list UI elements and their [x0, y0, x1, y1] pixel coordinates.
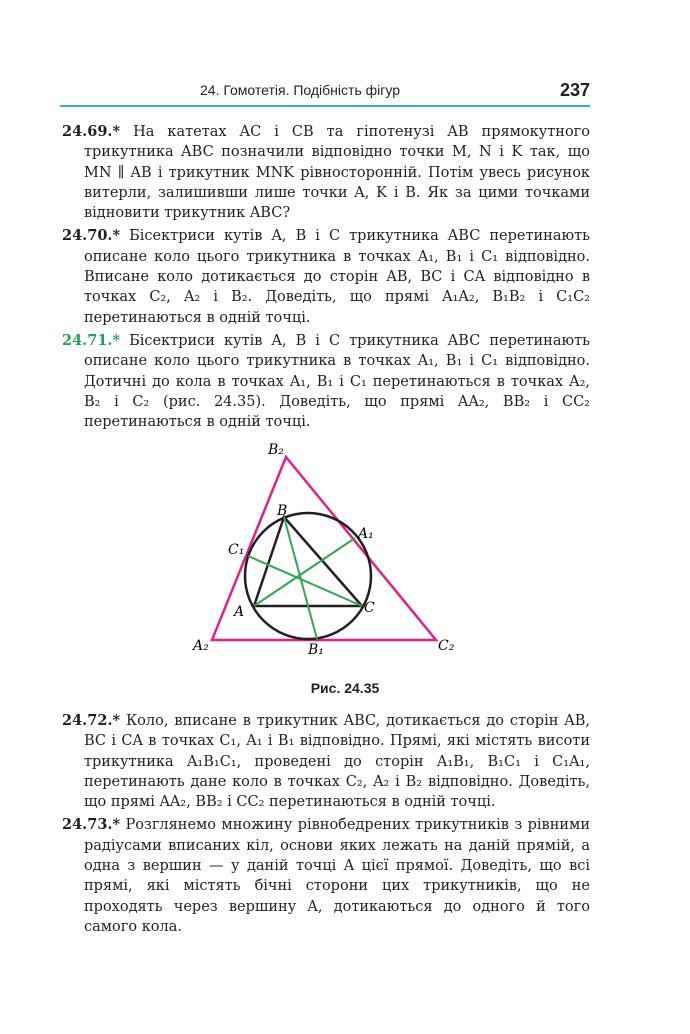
problem-24-70 — [62, 226, 590, 327]
problem-24-72 — [62, 711, 590, 812]
page-number: 237 — [559, 80, 590, 100]
problem-text: На катетах AC і CB та гіпотенузі AB прямокутного трикутника ABC позначили відповідно точки M, N і K так, що MN ∥ AB і трикутник MNK рівносторонній. Потім увесь рисунок витерли, залишивши лише точки A, K і B. Як за цими точками відновити трикутник ABC? — [84, 124, 590, 222]
problem-24-73 — [62, 815, 590, 937]
label-c: C — [364, 600, 375, 616]
problem-number: 24.72.* — [62, 712, 121, 729]
problem-text: Бісектриси кутів A, B і C трикутника ABC перетинають описане коло цього трикутника в точках A₁, B₁ і C₁ відповідно. Вписане коло дотикається до сторін AB, BC і CA відповідно в точках C₂, A₂ і B₂. Доведіть, що прямі A₁A₂, B₁B₂ і C₁C₂ перетинаються в одній точці. — [84, 228, 591, 326]
problem-text: Бісектриси кутів A, B і C трикутника ABC перетинають описане коло цього трикутника в точках A₁, B₁ і C₁ відповідно. Дотичні до кола в точках A₁, B₁ і C₁ перетинаються в точках A₂, B₂ і C₂ (рис. 24.35). Доведіть, що прямі AA₂, BB₂ і CC₂ перетинаються в одній точці. — [84, 332, 591, 431]
problem-24-69 — [62, 122, 590, 223]
header-divider — [60, 105, 590, 107]
problem-number: 24.71.* — [62, 331, 121, 349]
problem-text: Коло, вписане в трикутник ABC, дотикається до сторін AB, BC і CA в точках C₁, A₁ і B₁ відповідно. Прямі, які містять висоти трикутника A₁B₁C₁, проведені до сторін A₁B₁, B₁C₁ і C₁A₁, перетинають дане коло в точках C₂, A₂ і B₂ відповідно. Доведіть, що прямі AA₂, BB₂ і CC₂ перетинаються в одній точці. — [84, 713, 590, 811]
outer-triangle — [212, 457, 436, 640]
problem-number: 24.70.* — [62, 227, 121, 245]
label-a: A — [234, 604, 245, 620]
label-a1: A₁ — [358, 526, 374, 542]
label-b2: B₂ — [268, 442, 284, 458]
geometry-figure — [190, 440, 470, 665]
problem-24-71 — [62, 331, 590, 432]
problem-number: 24.69.* — [62, 123, 121, 140]
label-b: B — [277, 503, 288, 519]
problems-bottom — [62, 711, 590, 937]
problem-number: 24.73.* — [62, 816, 121, 834]
label-c1: C₁ — [228, 542, 245, 558]
problem-text: Розглянемо множину рівнобедрених трикутників з рівними радіусами вписаних кіл, основи яких лежать на даній прямій, а одна з вершин — у даній точці A цієї прямої. Доведіть, що всі прямі, які містять бічні сторони цих трикутників, що не проходять через вершину A, дотикаються до одного й того самого кола. — [84, 817, 590, 935]
label-c2: C₂ — [438, 638, 455, 654]
label-a2: A₂ — [193, 638, 209, 654]
problems-top — [62, 122, 590, 432]
section-title: 24. Гомотетія. Подібність фігур — [200, 82, 400, 98]
page-header — [60, 80, 590, 104]
label-b1: B₁ — [308, 642, 324, 658]
figure-caption: Рис. 24.35 — [310, 680, 380, 696]
